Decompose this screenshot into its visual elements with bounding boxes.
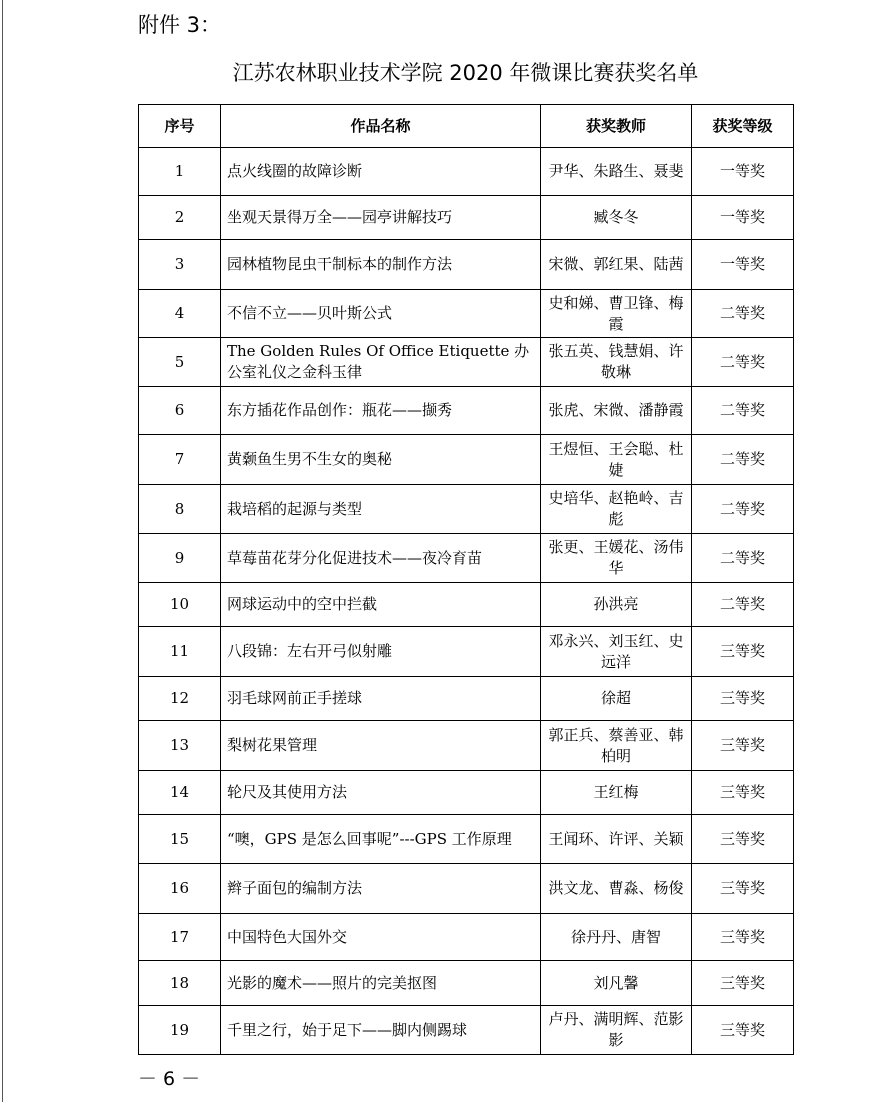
page-number: － 6 －: [138, 1068, 201, 1090]
cell-teachers: 卢丹、满明辉、范影影: [541, 1006, 692, 1055]
table-row: [139, 961, 794, 1006]
cell-work-title: 八段锦：左右开弓似射雕: [221, 627, 541, 677]
table-row: [139, 435, 794, 485]
cell-award-level: 二等奖: [692, 485, 794, 534]
table-body: [139, 148, 794, 1055]
column-header-work: 作品名称: [221, 105, 541, 148]
cell-award-level: 三等奖: [692, 914, 794, 961]
cell-award-level: 三等奖: [692, 627, 794, 677]
table-row: [139, 583, 794, 627]
cell-work-title: 不信不立——贝叶斯公式: [221, 290, 541, 338]
cell-teachers: 尹华、朱路生、聂斐: [541, 148, 692, 196]
table-row: [139, 534, 794, 583]
cell-teachers: 张虎、宋微、潘静霞: [541, 387, 692, 435]
table-row: [139, 338, 794, 387]
cell-number: 9: [139, 534, 221, 583]
cell-award-level: 三等奖: [692, 815, 794, 864]
cell-work-title: 坐观天景得万全——园亭讲解技巧: [221, 196, 541, 240]
cell-number: 2: [139, 196, 221, 240]
cell-number: 17: [139, 914, 221, 961]
cell-teachers: 张五英、钱慧娟、许敬琳: [541, 338, 692, 387]
table-row: [139, 677, 794, 721]
table-row: [139, 815, 794, 864]
cell-number: 1: [139, 148, 221, 196]
table-row: [139, 627, 794, 677]
cell-teachers: 史培华、赵艳岭、吉彪: [541, 485, 692, 534]
cell-award-level: 一等奖: [692, 240, 794, 290]
cell-teachers: 洪文龙、曹淼、杨俊: [541, 864, 692, 914]
page-left-border: [2, 0, 3, 1102]
cell-award-level: 三等奖: [692, 677, 794, 721]
cell-number: 10: [139, 583, 221, 627]
column-header-number: 序号: [139, 105, 221, 148]
cell-teachers: 徐丹丹、唐智: [541, 914, 692, 961]
table-row: [139, 240, 794, 290]
table-row: [139, 148, 794, 196]
cell-award-level: 一等奖: [692, 196, 794, 240]
cell-teachers: 宋微、郭红果、陆茜: [541, 240, 692, 290]
cell-number: 16: [139, 864, 221, 914]
table-row: [139, 1006, 794, 1055]
cell-award-level: 三等奖: [692, 771, 794, 815]
table-row: [139, 290, 794, 338]
cell-work-title: 点火线圈的故障诊断: [221, 148, 541, 196]
cell-award-level: 二等奖: [692, 583, 794, 627]
cell-work-title: 辫子面包的编制方法: [221, 864, 541, 914]
cell-award-level: 一等奖: [692, 148, 794, 196]
cell-number: 6: [139, 387, 221, 435]
column-header-teachers: 获奖教师: [541, 105, 692, 148]
cell-award-level: 三等奖: [692, 961, 794, 1006]
cell-number: 13: [139, 721, 221, 771]
cell-work-title: The Golden Rules Of Office Etiquette 办公室礼仪之金科玉律: [221, 338, 541, 387]
cell-number: 12: [139, 677, 221, 721]
cell-number: 8: [139, 485, 221, 534]
awards-table: [138, 104, 794, 1055]
cell-number: 5: [139, 338, 221, 387]
cell-teachers: 郭正兵、蔡善亚、韩柏明: [541, 721, 692, 771]
cell-teachers: 张更、王媛花、汤伟华: [541, 534, 692, 583]
cell-work-title: 黄颡鱼生男不生女的奥秘: [221, 435, 541, 485]
attachment-label: 附件 3：: [138, 13, 222, 37]
cell-award-level: 二等奖: [692, 290, 794, 338]
cell-number: 11: [139, 627, 221, 677]
cell-work-title: 梨树花果管理: [221, 721, 541, 771]
cell-number: 14: [139, 771, 221, 815]
cell-teachers: 史和娣、曹卫锋、梅霞: [541, 290, 692, 338]
cell-number: 15: [139, 815, 221, 864]
cell-work-title: 网球运动中的空中拦截: [221, 583, 541, 627]
cell-teachers: 王红梅: [541, 771, 692, 815]
cell-teachers: 邓永兴、刘玉红、史远洋: [541, 627, 692, 677]
cell-work-title: 东方插花作品创作：瓶花——撷秀: [221, 387, 541, 435]
cell-teachers: 王闻环、许评、关颖: [541, 815, 692, 864]
cell-work-title: 中国特色大国外交: [221, 914, 541, 961]
cell-number: 4: [139, 290, 221, 338]
table-header-row: [139, 105, 794, 148]
cell-number: 3: [139, 240, 221, 290]
cell-teachers: 徐超: [541, 677, 692, 721]
cell-award-level: 二等奖: [692, 338, 794, 387]
cell-number: 7: [139, 435, 221, 485]
table-row: [139, 771, 794, 815]
cell-work-title: 千里之行，始于足下——脚内侧踢球: [221, 1006, 541, 1055]
cell-work-title: 栽培稻的起源与类型: [221, 485, 541, 534]
table-row: [139, 196, 794, 240]
cell-award-level: 二等奖: [692, 435, 794, 485]
column-header-level: 获奖等级: [692, 105, 794, 148]
cell-number: 19: [139, 1006, 221, 1055]
cell-award-level: 二等奖: [692, 534, 794, 583]
table-row: [139, 914, 794, 961]
cell-work-title: 羽毛球网前正手搓球: [221, 677, 541, 721]
cell-teachers: 刘凡馨: [541, 961, 692, 1006]
table-row: [139, 485, 794, 534]
cell-work-title: 园林植物昆虫干制标本的制作方法: [221, 240, 541, 290]
document-title: 江苏农林职业技术学院 2020 年微课比赛获奖名单: [232, 61, 699, 85]
cell-teachers: 王煜恒、王会聪、杜婕: [541, 435, 692, 485]
cell-teachers: 孙洪亮: [541, 583, 692, 627]
cell-work-title: 光影的魔术——照片的完美抠图: [221, 961, 541, 1006]
cell-award-level: 二等奖: [692, 387, 794, 435]
cell-work-title: “噢，GPS 是怎么回事呢”---GPS 工作原理: [221, 815, 541, 864]
table-row: [139, 864, 794, 914]
cell-award-level: 三等奖: [692, 864, 794, 914]
cell-work-title: 草莓苗花芽分化促进技术——夜冷育苗: [221, 534, 541, 583]
cell-award-level: 三等奖: [692, 1006, 794, 1055]
cell-award-level: 三等奖: [692, 721, 794, 771]
cell-work-title: 轮尺及其使用方法: [221, 771, 541, 815]
cell-number: 18: [139, 961, 221, 1006]
table-row: [139, 387, 794, 435]
table-row: [139, 721, 794, 771]
cell-teachers: 臧冬冬: [541, 196, 692, 240]
